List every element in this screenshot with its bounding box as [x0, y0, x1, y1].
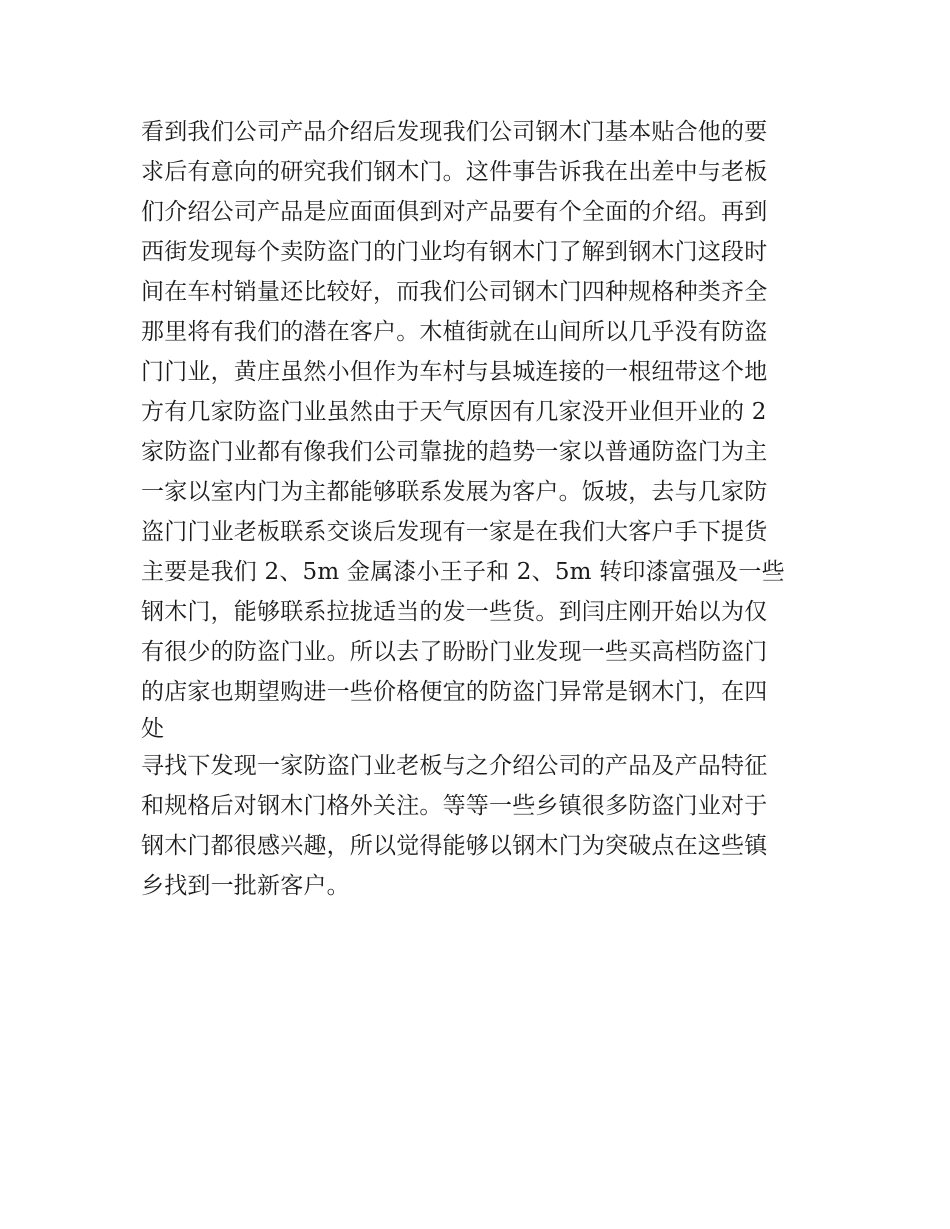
text-line: 和规格后对钢木门格外关注。等等一些乡镇很多防盗门业对于 [141, 793, 768, 819]
text-line: 乡找到一批新客户。 [141, 873, 350, 899]
text-line: 家防盗门业都有像我们公司靠拢的趋势一家以普通防盗门为主 [141, 439, 768, 465]
text-line: 方有几家防盗门业虽然由于天气原因有几家没开业但开业的 2 [141, 399, 767, 425]
body-paragraph [141, 112, 821, 906]
text-line: 主要是我们 2、5m 金属漆小王子和 2、5m 转印漆富强及一些 [141, 559, 785, 585]
text-line: 西街发现每个卖防盗门的门业均有钢木门了解到钢木门这段时 [141, 239, 768, 265]
text-line: 门门业，黄庄虽然小但作为车村与县城连接的一根纽带这个地 [141, 359, 768, 385]
text-line: 寻找下发现一家防盗门业老板与之介绍公司的产品及产品特征 [141, 753, 768, 779]
text-line: 盗门门业老板联系交谈后发现有一家是在我们大客户手下提货 [141, 519, 768, 545]
text-line: 钢木门，能够联系拉拢适当的发一些货。到闫庄刚开始以为仅 [141, 599, 768, 625]
text-line: 有很少的防盗门业。所以去了盼盼门业发现一些买高档防盗门 [141, 639, 768, 665]
text-line: 那里将有我们的潜在客户。木植街就在山间所以几乎没有防盗 [141, 319, 768, 345]
text-line: 看到我们公司产品介绍后发现我们公司钢木门基本贴合他的要 [141, 119, 768, 145]
text-line: 处 [141, 716, 165, 742]
text-line: 间在车村销量还比较好，而我们公司钢木门四种规格种类齐全 [141, 279, 768, 305]
text-line: 的店家也期望购进一些价格便宜的防盗门异常是钢木门，在四 [141, 679, 768, 705]
text-line: 们介绍公司产品是应面面俱到对产品要有个全面的介绍。再到 [141, 199, 768, 225]
text-line: 求后有意向的研究我们钢木门。这件事告诉我在出差中与老板 [141, 159, 768, 185]
text-line: 一家以室内门为主都能够联系发展为客户。饭坡，去与几家防 [141, 479, 768, 505]
text-line: 钢木门都很感兴趣，所以觉得能够以钢木门为突破点在这些镇 [141, 833, 768, 859]
